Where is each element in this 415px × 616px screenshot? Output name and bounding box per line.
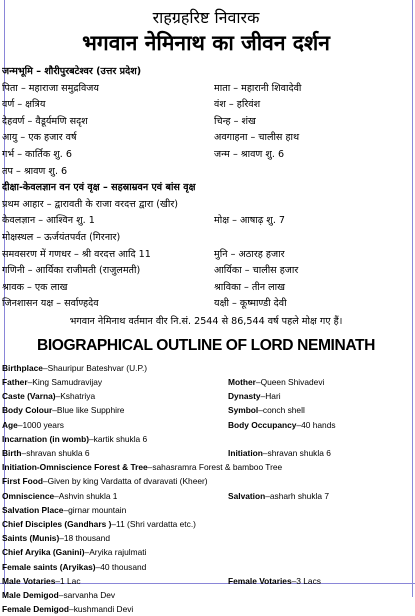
english-detail-label: Age bbox=[2, 419, 18, 430]
english-detail-label: Incarnation (in womb) bbox=[2, 433, 90, 444]
english-detail-row bbox=[2, 588, 410, 602]
english-detail-value: –40 thousand bbox=[95, 561, 147, 572]
english-detail-value: –asharh shukla 7 bbox=[265, 490, 330, 501]
hindi-detail-label: श्रावक bbox=[2, 281, 24, 293]
english-detail-left-cell bbox=[2, 602, 410, 616]
english-detail-label: Male Demigod bbox=[2, 589, 59, 600]
hindi-detail-row bbox=[2, 64, 410, 81]
english-detail-value: –3 Lacs bbox=[291, 575, 321, 586]
hindi-detail-value: – हरिवंश bbox=[225, 99, 261, 111]
hindi-detail-label: चिन्ह bbox=[214, 115, 231, 127]
hindi-detail-right-cell bbox=[214, 247, 410, 264]
english-detail-value: –conch shell bbox=[258, 405, 305, 416]
english-detail-left-cell bbox=[2, 418, 228, 432]
english-detail-left-cell bbox=[2, 517, 410, 531]
hindi-detail-left-cell bbox=[2, 247, 214, 264]
hindi-detail-value: – क्षत्रिय bbox=[14, 99, 46, 111]
hindi-detail-row bbox=[2, 280, 410, 297]
hindi-detail-value: – श्री वरदत्त आदि 11 bbox=[70, 248, 151, 260]
hindi-detail-value: – आर्यिका राजीमती (राजुलमती) bbox=[24, 265, 141, 277]
hindi-detail-left-cell bbox=[2, 147, 214, 164]
english-detail-label: Female saints (Aryikas) bbox=[2, 561, 96, 572]
hindi-detail-left-cell bbox=[2, 263, 214, 280]
english-detail-value: –Given by king Vardatta of dvaravati (Kheer) bbox=[42, 476, 208, 487]
english-detail-right-cell bbox=[228, 574, 410, 588]
hindi-detail-value: – वैडूर्यमणि सदृश bbox=[24, 115, 88, 127]
english-detail-label: Symbol bbox=[228, 405, 259, 416]
hindi-detail-label: जिनशासन यक्ष bbox=[2, 298, 54, 310]
document-content bbox=[2, 0, 410, 616]
hindi-detail-value: – चालीस हजार bbox=[241, 265, 299, 277]
hindi-detail-label: वर्ण bbox=[2, 99, 15, 111]
hindi-detail-row bbox=[2, 296, 410, 313]
english-detail-row bbox=[2, 503, 410, 517]
hindi-detail-label: केवलज्ञान bbox=[2, 215, 36, 227]
hindi-title: भगवान नेमिनाथ का जीवन दर्शन bbox=[82, 30, 330, 55]
english-detail-row bbox=[2, 489, 410, 503]
english-detail-row bbox=[2, 531, 410, 545]
hindi-detail-value: – कार्तिक शु. 6 bbox=[14, 148, 73, 160]
hindi-detail-row bbox=[2, 147, 410, 164]
hindi-detail-value: – एक हजार वर्ष bbox=[17, 132, 77, 144]
english-detail-left-cell bbox=[2, 389, 228, 403]
hindi-detail-value: – आश्विन शु. 1 bbox=[35, 215, 95, 227]
english-detail-label: First Food bbox=[2, 476, 43, 487]
english-detail-row bbox=[2, 403, 410, 417]
hindi-detail-value: – द्वारावती के राजा वरदत्त द्वारा (खीर) bbox=[43, 198, 179, 210]
hindi-detail-label: पिता bbox=[2, 82, 18, 94]
hindi-detail-value: – सर्वाण्हदेव bbox=[53, 298, 99, 310]
english-detail-row bbox=[2, 545, 410, 559]
english-detail-label: Salvation Place bbox=[2, 504, 64, 515]
english-detail-value: –kushmandi Devi bbox=[69, 604, 134, 615]
english-detail-value: –Blue like Supphire bbox=[52, 405, 125, 416]
english-detail-label: Omniscience bbox=[2, 490, 55, 501]
hindi-detail-right-cell bbox=[214, 81, 410, 98]
english-detail-row bbox=[2, 375, 410, 389]
english-detail-label: Female Demigod bbox=[2, 604, 70, 615]
hindi-detail-label: तप bbox=[2, 165, 13, 177]
hindi-detail-right-cell bbox=[214, 280, 410, 297]
hindi-detail-right-cell bbox=[214, 263, 410, 280]
hindi-subtitle: राहग्रहरिष्ट निवारक bbox=[152, 8, 260, 27]
english-detail-right-cell bbox=[228, 389, 410, 403]
english-detail-value: –shravan shukla 6 bbox=[21, 448, 90, 459]
hindi-detail-value: – अठारह हजार bbox=[227, 248, 285, 260]
english-detail-label: Female Votaries bbox=[228, 575, 292, 586]
hindi-detail-row bbox=[2, 164, 410, 181]
hindi-detail-value: – श्रावण शु. 6 bbox=[12, 165, 68, 177]
hindi-detail-value: – आषाढ़ शु. 7 bbox=[229, 215, 286, 227]
english-detail-value: –1000 years bbox=[17, 419, 64, 430]
english-detail-left-cell bbox=[2, 403, 228, 417]
hindi-detail-row bbox=[2, 197, 410, 214]
hindi-detail-row bbox=[2, 114, 410, 131]
english-detail-label: Saints (Munis) bbox=[2, 533, 60, 544]
hindi-detail-label: श्राविका bbox=[214, 281, 241, 293]
english-detail-label: Initiation bbox=[228, 448, 263, 459]
english-detail-label: Birth bbox=[2, 448, 22, 459]
english-detail-row bbox=[2, 560, 410, 574]
hindi-detail-label: जन्म bbox=[214, 148, 230, 160]
english-detail-label: Salvation bbox=[228, 490, 266, 501]
english-detail-value: –sahasramra Forest & bamboo Tree bbox=[147, 462, 283, 473]
english-detail-label: Dynasty bbox=[228, 391, 261, 402]
hindi-detail-label: गर्भ bbox=[2, 148, 15, 160]
hindi-detail-value: – ऊर्जयंतपर्वत (गिरनार) bbox=[33, 231, 121, 243]
english-detail-value: –girnar mountain bbox=[63, 504, 127, 515]
english-detail-value: –Aryika rajulmati bbox=[84, 547, 147, 558]
english-detail-label: Male Votaries bbox=[2, 575, 56, 586]
hindi-detail-label: अवगाहना bbox=[214, 132, 248, 144]
hindi-detail-label: वंश bbox=[214, 99, 226, 111]
hindi-detail-label: यक्षी bbox=[214, 298, 229, 310]
hindi-detail-value: – महाराजा समुद्रविजय bbox=[17, 82, 99, 94]
english-detail-value: –shravan shukla 6 bbox=[262, 448, 331, 459]
english-detail-label: Body Occupancy bbox=[228, 419, 297, 430]
english-detail-value: –Shauripur Bateshvar (U.P.) bbox=[42, 362, 148, 373]
english-detail-label: Chief Aryika (Ganini) bbox=[2, 547, 85, 558]
hindi-detail-label: प्रथम आहार bbox=[2, 198, 44, 210]
hindi-moksha-note: भगवान नेमिनाथ वर्तमान वीर नि.सं. 2544 से 86,544 वर्ष पहले मोक्ष गए हैं। bbox=[69, 315, 343, 327]
hindi-detail-right-cell bbox=[214, 114, 410, 131]
hindi-detail-label: आर्यिका bbox=[214, 265, 242, 277]
hindi-detail-right-cell bbox=[214, 213, 410, 230]
english-detail-row bbox=[2, 446, 410, 460]
english-title: BIOGRAPHICAL OUTLINE OF LORD NEMINATH bbox=[36, 336, 376, 354]
english-detail-right-cell bbox=[228, 403, 410, 417]
english-detail-row bbox=[2, 474, 410, 488]
english-detail-right-cell bbox=[228, 446, 410, 460]
english-detail-left-cell bbox=[2, 460, 410, 474]
hindi-detail-left-cell bbox=[2, 130, 214, 147]
hindi-detail-left-cell bbox=[2, 230, 410, 247]
hindi-detail-label: देहवर्ण bbox=[2, 115, 25, 127]
hindi-detail-label: गणिनी bbox=[2, 265, 25, 277]
hindi-detail-right-cell bbox=[214, 296, 410, 313]
hindi-detail-value: – शौरीपुरबटेश्वर (उत्तर प्रदेश) bbox=[32, 66, 142, 77]
hindi-detail-right-cell bbox=[214, 130, 410, 147]
hindi-detail-label: दीक्षा-केवलज्ञान वन एवं वृक्ष bbox=[2, 182, 100, 194]
hindi-detail-left-cell bbox=[2, 180, 410, 197]
english-detail-label: Birthplace bbox=[2, 362, 43, 373]
hindi-details-list bbox=[2, 64, 410, 313]
english-detail-value: –kartik shukla 6 bbox=[89, 433, 148, 444]
english-detail-left-cell bbox=[2, 432, 410, 446]
english-detail-label: Body Colour bbox=[2, 405, 53, 416]
english-detail-value: –11 (Shri vardatta etc.) bbox=[111, 518, 196, 529]
hindi-detail-left-cell bbox=[2, 81, 214, 98]
english-details-list bbox=[2, 361, 410, 616]
hindi-detail-label: मोक्ष bbox=[214, 215, 230, 227]
english-detail-value: –sarvanha Dev bbox=[58, 589, 116, 600]
english-detail-label: Mother bbox=[228, 377, 256, 388]
hindi-detail-value: – एक लाख bbox=[23, 281, 68, 293]
english-detail-left-cell bbox=[2, 588, 410, 602]
english-detail-value: –Hari bbox=[260, 391, 281, 402]
hindi-detail-value: – चालीस हाथ bbox=[247, 132, 300, 144]
english-detail-row bbox=[2, 418, 410, 432]
english-detail-row bbox=[2, 574, 410, 588]
hindi-detail-value: – श्रावण शु. 6 bbox=[229, 148, 285, 160]
hindi-detail-label: आयु bbox=[2, 132, 18, 144]
english-detail-value: –Queen Shivadevi bbox=[255, 377, 325, 388]
hindi-detail-value: – कूष्माण्डी देवी bbox=[228, 298, 287, 310]
hindi-detail-value: – शंख bbox=[230, 115, 256, 127]
english-detail-left-cell bbox=[2, 574, 228, 588]
hindi-detail-row bbox=[2, 230, 410, 247]
english-detail-left-cell bbox=[2, 503, 410, 517]
hindi-detail-left-cell bbox=[2, 296, 214, 313]
english-detail-left-cell bbox=[2, 531, 410, 545]
english-detail-value: –Kshatriya bbox=[55, 391, 96, 402]
hindi-detail-row bbox=[2, 263, 410, 280]
hindi-detail-left-cell bbox=[2, 97, 214, 114]
hindi-detail-row bbox=[2, 213, 410, 230]
hindi-detail-row bbox=[2, 180, 410, 197]
english-detail-right-cell bbox=[228, 489, 410, 503]
english-detail-value: –King Samudravijay bbox=[27, 377, 103, 388]
english-detail-right-cell bbox=[228, 418, 410, 432]
hindi-detail-label: माता bbox=[214, 82, 231, 94]
english-detail-value: –1 Lac bbox=[55, 575, 81, 586]
english-detail-value: –40 hands bbox=[296, 419, 336, 430]
english-detail-left-cell bbox=[2, 361, 410, 375]
english-detail-row bbox=[2, 389, 410, 403]
english-detail-left-cell bbox=[2, 375, 228, 389]
english-detail-left-cell bbox=[2, 545, 410, 559]
hindi-detail-value: – महारानी शिवादेवी bbox=[230, 82, 302, 94]
english-detail-value: –18 thousand bbox=[59, 533, 110, 544]
right-guide-line bbox=[412, 0, 413, 597]
hindi-detail-row bbox=[2, 130, 410, 147]
hindi-detail-left-cell bbox=[2, 64, 410, 81]
hindi-detail-label: समवसरण में गणधर bbox=[2, 248, 71, 260]
english-detail-value: –Ashvin shukla 1 bbox=[54, 490, 118, 501]
english-detail-label: Chief Disciples (Gandhars ) bbox=[2, 518, 112, 529]
english-detail-row bbox=[2, 602, 410, 616]
hindi-detail-row bbox=[2, 81, 410, 98]
english-detail-left-cell bbox=[2, 489, 228, 503]
hindi-detail-label: मुनि bbox=[214, 248, 228, 260]
english-detail-label: Father bbox=[2, 377, 28, 388]
hindi-detail-label: जन्मभूमि bbox=[2, 66, 33, 77]
hindi-detail-value: – तीन लाख bbox=[240, 281, 286, 293]
hindi-detail-left-cell bbox=[2, 164, 410, 181]
hindi-detail-row bbox=[2, 97, 410, 114]
hindi-detail-left-cell bbox=[2, 114, 214, 131]
hindi-detail-row bbox=[2, 247, 410, 264]
english-detail-row bbox=[2, 361, 410, 375]
english-detail-label: Initiation-Omniscience Forest & Tree bbox=[2, 462, 148, 473]
hindi-detail-value: – सहस्राम्रवन एवं बांस वृक्ष bbox=[99, 182, 196, 194]
hindi-detail-left-cell bbox=[2, 197, 410, 214]
english-detail-left-cell bbox=[2, 560, 410, 574]
hindi-detail-right-cell bbox=[214, 147, 410, 164]
hindi-detail-left-cell bbox=[2, 280, 214, 297]
english-detail-left-cell bbox=[2, 446, 228, 460]
english-detail-left-cell bbox=[2, 474, 410, 488]
english-detail-label: Caste (Varna) bbox=[2, 391, 56, 402]
hindi-detail-label: मोक्षस्थल bbox=[2, 231, 34, 243]
english-detail-row bbox=[2, 517, 410, 531]
hindi-detail-right-cell bbox=[214, 97, 410, 114]
english-detail-row bbox=[2, 460, 410, 474]
english-detail-right-cell bbox=[228, 375, 410, 389]
hindi-detail-left-cell bbox=[2, 213, 214, 230]
english-detail-row bbox=[2, 432, 410, 446]
